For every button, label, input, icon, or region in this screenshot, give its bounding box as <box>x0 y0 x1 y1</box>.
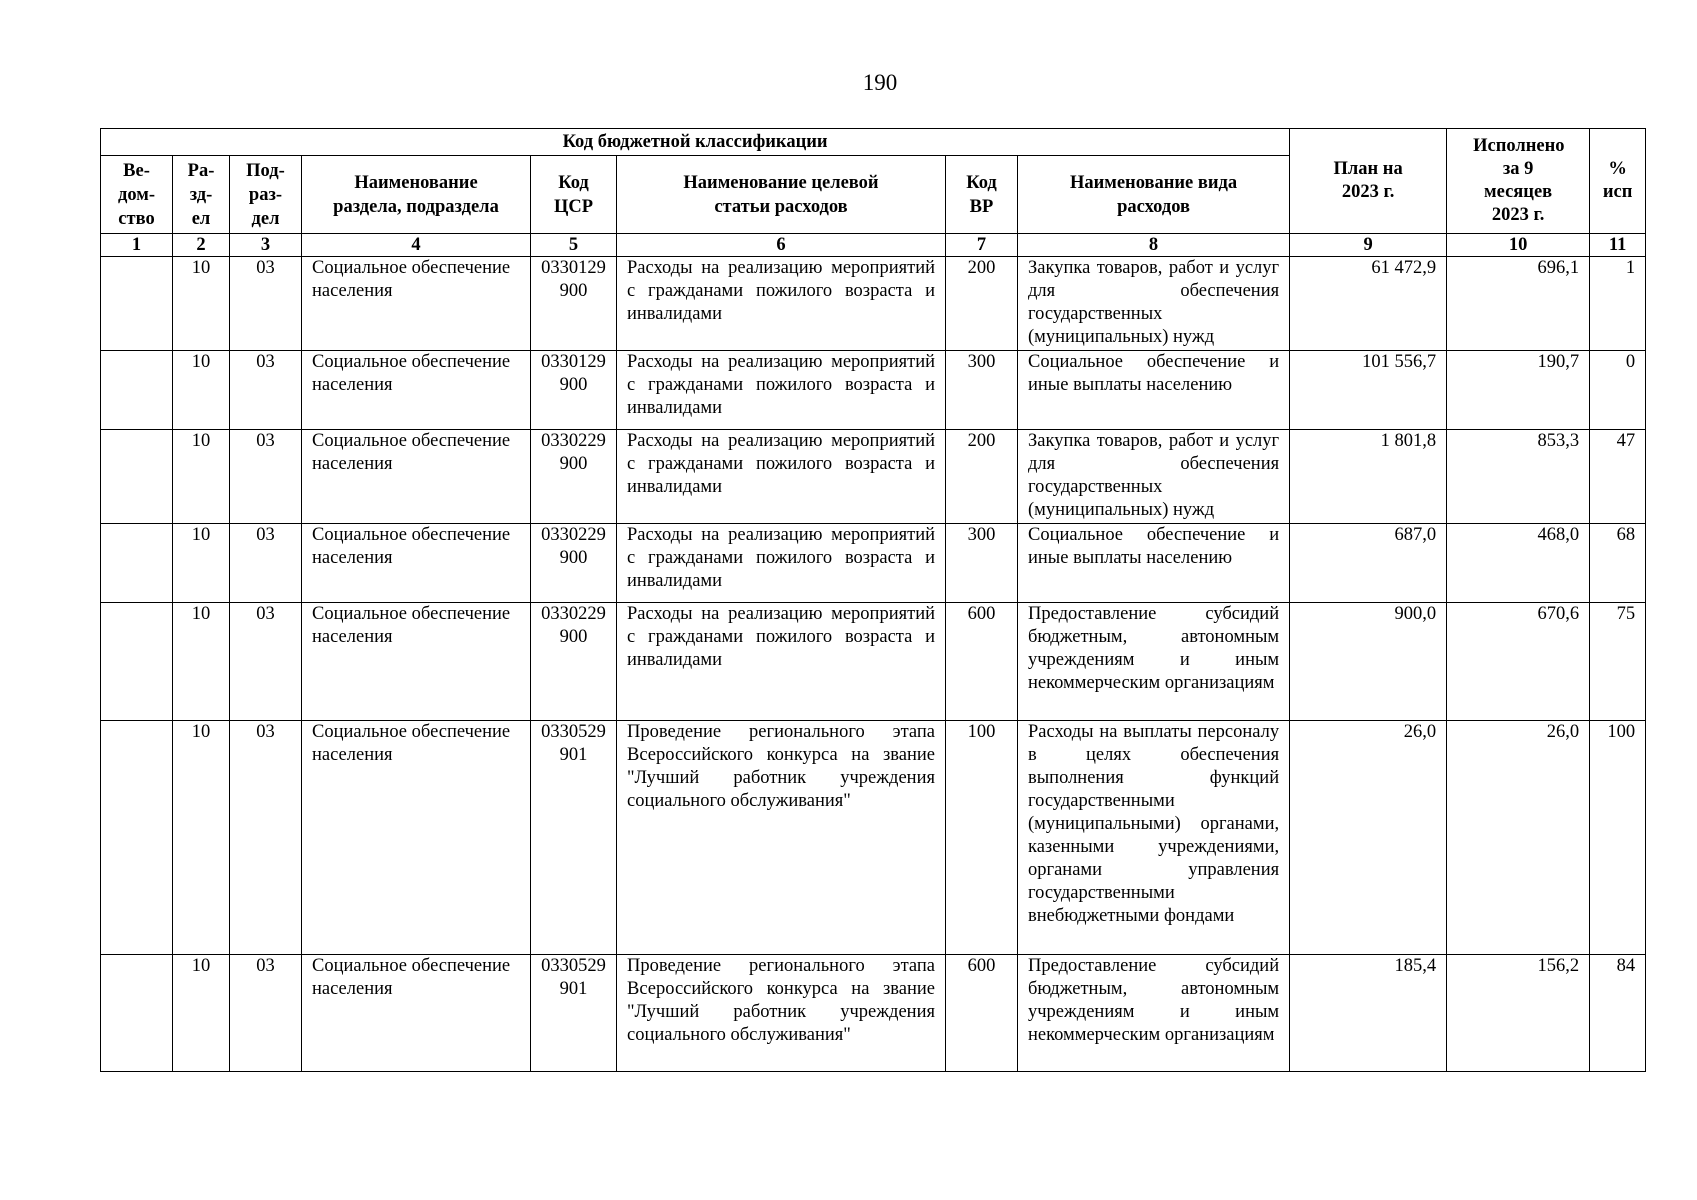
cell-kcsr: 0330529901 <box>531 721 617 955</box>
column-number: 9 <box>1290 234 1447 257</box>
cell-podrazdel: 03 <box>230 955 302 1072</box>
cell-target-name: Проведение регионального этапа Всероссийского конкурса на звание "Лучший работник учреждения социального обслуживания" <box>617 955 946 1072</box>
table-row <box>101 524 1646 603</box>
cell-target-name: Расходы на реализацию мероприятий с гражданами пожилого возраста и инвалидами <box>617 524 946 603</box>
cell-section-name: Социальное обеспечение населения <box>302 430 531 524</box>
cell-section-name: Социальное обеспечение населения <box>302 721 531 955</box>
cell-expense-type: Предоставление субсидий бюджетным, автономным учреждениям и иным некоммерческим организациям <box>1018 955 1290 1072</box>
cell-expense-type: Предоставление субсидий бюджетным, автономным учреждениям и иным некоммерческим организациям <box>1018 603 1290 721</box>
cell-expense-type: Социальное обеспечение и иные выплаты населению <box>1018 351 1290 430</box>
cell-target-name: Расходы на реализацию мероприятий с гражданами пожилого возраста и инвалидами <box>617 257 946 351</box>
table-row <box>101 430 1646 524</box>
header-kcsr: Код ЦСР <box>531 156 617 234</box>
cell-plan: 687,0 <box>1290 524 1447 603</box>
cell-plan: 1 801,8 <box>1290 430 1447 524</box>
cell-executed: 670,6 <box>1447 603 1590 721</box>
table-header <box>101 129 1646 257</box>
cell-kvr: 300 <box>946 524 1018 603</box>
cell-plan: 26,0 <box>1290 721 1447 955</box>
cell-target-name: Расходы на реализацию мероприятий с гражданами пожилого возраста и инвалидами <box>617 430 946 524</box>
cell-target-name: Проведение регионального этапа Всероссийского конкурса на звание "Лучший работник учреждения социального обслуживания" <box>617 721 946 955</box>
cell-percent: 100 <box>1590 721 1646 955</box>
cell-percent: 47 <box>1590 430 1646 524</box>
cell-kvr: 200 <box>946 257 1018 351</box>
cell-plan: 61 472,9 <box>1290 257 1447 351</box>
header-plan: План на 2023 г. <box>1290 129 1447 234</box>
cell-razdel: 10 <box>173 721 230 955</box>
cell-percent: 68 <box>1590 524 1646 603</box>
cell-target-name: Расходы на реализацию мероприятий с гражданами пожилого возраста и инвалидами <box>617 603 946 721</box>
cell-razdel: 10 <box>173 430 230 524</box>
cell-vedomstvo <box>101 257 173 351</box>
cell-section-name: Социальное обеспечение населения <box>302 955 531 1072</box>
column-number: 2 <box>173 234 230 257</box>
cell-podrazdel: 03 <box>230 257 302 351</box>
cell-target-name: Расходы на реализацию мероприятий с гражданами пожилого возраста и инвалидами <box>617 351 946 430</box>
cell-section-name: Социальное обеспечение населения <box>302 524 531 603</box>
table-row <box>101 351 1646 430</box>
cell-kvr: 200 <box>946 430 1018 524</box>
table-row <box>101 955 1646 1072</box>
column-number: 8 <box>1018 234 1290 257</box>
cell-plan: 101 556,7 <box>1290 351 1447 430</box>
cell-percent: 84 <box>1590 955 1646 1072</box>
cell-kcsr: 0330529901 <box>531 955 617 1072</box>
cell-expense-type: Закупка товаров, работ и услуг для обеспечения государственных (муниципальных) нужд <box>1018 257 1290 351</box>
cell-vedomstvo <box>101 955 173 1072</box>
header-podrazdel: Под- раз- дел <box>230 156 302 234</box>
column-number: 10 <box>1447 234 1590 257</box>
cell-vedomstvo <box>101 430 173 524</box>
table-row <box>101 721 1646 955</box>
cell-section-name: Социальное обеспечение населения <box>302 603 531 721</box>
cell-razdel: 10 <box>173 351 230 430</box>
cell-razdel: 10 <box>173 524 230 603</box>
column-number: 7 <box>946 234 1018 257</box>
cell-kvr: 100 <box>946 721 1018 955</box>
header-section-name: Наименование раздела, подраздела <box>302 156 531 234</box>
header-expense-type: Наименование вида расходов <box>1018 156 1290 234</box>
column-number: 1 <box>101 234 173 257</box>
column-number: 5 <box>531 234 617 257</box>
header-number-row <box>101 234 1646 257</box>
cell-kvr: 300 <box>946 351 1018 430</box>
cell-podrazdel: 03 <box>230 524 302 603</box>
page-number: 190 <box>862 70 898 95</box>
cell-vedomstvo <box>101 351 173 430</box>
header-target-name: Наименование целевой статьи расходов <box>617 156 946 234</box>
cell-vedomstvo <box>101 721 173 955</box>
cell-podrazdel: 03 <box>230 351 302 430</box>
cell-kcsr: 0330129900 <box>531 257 617 351</box>
cell-plan: 900,0 <box>1290 603 1447 721</box>
cell-executed: 468,0 <box>1447 524 1590 603</box>
cell-kvr: 600 <box>946 955 1018 1072</box>
cell-vedomstvo <box>101 603 173 721</box>
cell-executed: 696,1 <box>1447 257 1590 351</box>
cell-razdel: 10 <box>173 257 230 351</box>
table-row <box>101 603 1646 721</box>
cell-razdel: 10 <box>173 603 230 721</box>
budget-execution-table <box>100 128 1646 1072</box>
cell-podrazdel: 03 <box>230 721 302 955</box>
cell-podrazdel: 03 <box>230 430 302 524</box>
cell-executed: 853,3 <box>1447 430 1590 524</box>
header-kvr: Код ВР <box>946 156 1018 234</box>
cell-kcsr: 0330129900 <box>531 351 617 430</box>
cell-kcsr: 0330229900 <box>531 524 617 603</box>
cell-razdel: 10 <box>173 955 230 1072</box>
cell-executed: 156,2 <box>1447 955 1590 1072</box>
cell-vedomstvo <box>101 524 173 603</box>
cell-kcsr: 0330229900 <box>531 603 617 721</box>
column-number: 4 <box>302 234 531 257</box>
header-budget-classification-code: Код бюджетной классификации <box>101 129 1290 156</box>
cell-plan: 185,4 <box>1290 955 1447 1072</box>
cell-section-name: Социальное обеспечение населения <box>302 351 531 430</box>
cell-expense-type: Закупка товаров, работ и услуг для обеспечения государственных (муниципальных) нужд <box>1018 430 1290 524</box>
cell-expense-type: Социальное обеспечение и иные выплаты населению <box>1018 524 1290 603</box>
column-number: 6 <box>617 234 946 257</box>
cell-podrazdel: 03 <box>230 603 302 721</box>
column-number: 3 <box>230 234 302 257</box>
header-executed: Исполнено за 9 месяцев 2023 г. <box>1447 129 1590 234</box>
cell-section-name: Социальное обеспечение населения <box>302 257 531 351</box>
column-number: 11 <box>1590 234 1646 257</box>
table-row <box>101 257 1646 351</box>
cell-executed: 26,0 <box>1447 721 1590 955</box>
cell-percent: 1 <box>1590 257 1646 351</box>
header-razdel: Ра- зд- ел <box>173 156 230 234</box>
cell-kcsr: 0330229900 <box>531 430 617 524</box>
cell-executed: 190,7 <box>1447 351 1590 430</box>
header-group-row <box>101 129 1646 156</box>
header-percent: % исп <box>1590 129 1646 234</box>
header-vedomstvo: Ве- дом- ство <box>101 156 173 234</box>
cell-expense-type: Расходы на выплаты персоналу в целях обеспечения выполнения функций государственными (муниципальными) органами, казенными учреждениями, органами управления государственными внебюджетными фондами <box>1018 721 1290 955</box>
cell-percent: 0 <box>1590 351 1646 430</box>
table-body <box>101 257 1646 1072</box>
cell-percent: 75 <box>1590 603 1646 721</box>
cell-kvr: 600 <box>946 603 1018 721</box>
